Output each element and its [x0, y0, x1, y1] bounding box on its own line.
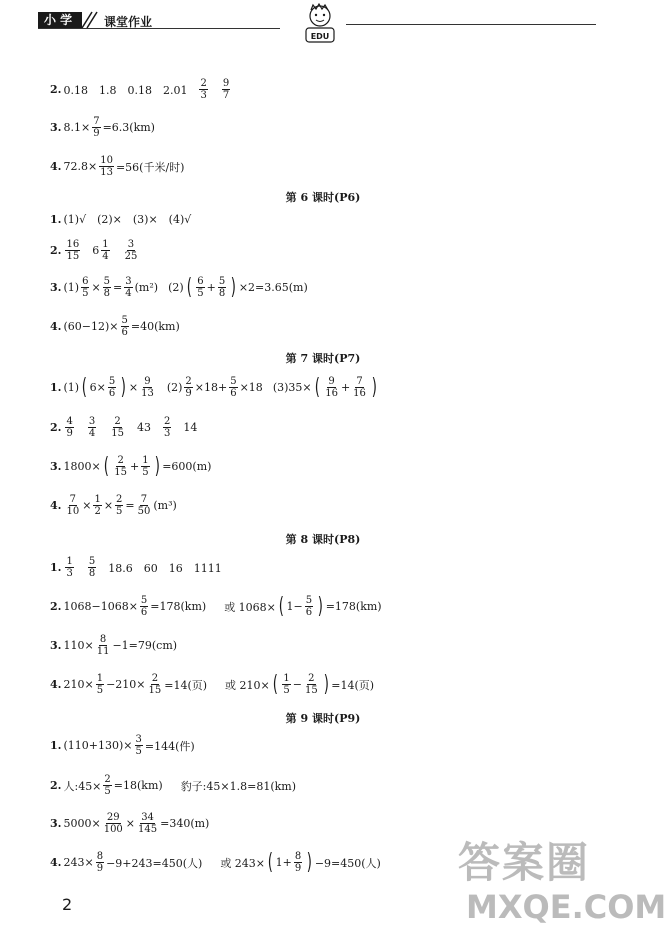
header-tab: 小 学 [38, 12, 82, 28]
section-title: 第 7 课时(P7) [285, 352, 361, 365]
mascot-text: EDU [310, 32, 330, 41]
answer-line: 4. 210× $\frac{1}{5}$ −210× $\frac{2}{15}$ =14(页) 或 210× ( 1 5 − $\frac{2}{15}$ ) =14(页) [50, 671, 375, 697]
answer-line: 1. (1) ( 6× $\frac{5}{6}$ ) × $\frac{9}{13}$ (2) $\frac{2}{9}$ ×18+ $\frac{5}{6}$ ×18 (3)35× ( 9 16 + $\frac{7}{16}$ ) [50, 374, 377, 400]
answer-line: 2. 4 9 3 4 2 15 43 2 3 14 [50, 416, 198, 439]
answer-line: 1. (110+130)× $\frac{3}{5}$ =144(件) [50, 734, 195, 757]
answer-line: 4. 243× $\frac{8}{9}$ −9+243=450(人) 或 243× ( 1+ $\frac{8}{9}$ ) −9=450(人) [50, 849, 381, 875]
answer-line: 1. 1 3 5 8 18.6 60 16 1111 [50, 556, 222, 579]
answer-line: 4. 72.8× $\frac{10}{13}$ =56(千米/时) [50, 155, 185, 178]
section-title: 第 8 课时(P8) [285, 533, 361, 546]
answer-line: 3. (1) $\frac{6}{5}$ × $\frac{5}{8}$ = $\frac{3}{4}$ (m²) (2) ( 6 5 + $\frac{5}{8}$ ) ×2=3.65(m) [50, 274, 308, 300]
answer-line: 4. $\frac{7}{10}$ × $\frac{1}{2}$ × $\frac{2}{5}$ = $\frac{7}{50}$ (m³) [50, 494, 177, 517]
answer-line: 1. (1)√ (2)× (3)× (4)√ [50, 212, 192, 226]
answer-line: 3. 110× $\frac{8}{11}$ −1=79(cm) [50, 634, 178, 657]
answer-line: 2. 1068−1068× $\frac{5}{6}$ =178(km) 或 1068× ( 1− $\frac{5}{6}$ ) =178(km) [50, 593, 382, 619]
watermark-text: 答案圈 [458, 838, 591, 887]
answer-line: 3. 5000× $\frac{29}{100}$ × $\frac{34}{145}$ =340(m) [50, 812, 210, 835]
answer-line: 3. 8.1× $\frac{7}{9}$ =6.3(km) [50, 116, 155, 139]
header-rule-left [38, 28, 280, 29]
page-number: 2 [62, 895, 73, 914]
header-subtitle: 课堂作业 [104, 15, 153, 29]
answer-line: 2. 16 15 6 1 4 3 25 [50, 239, 138, 262]
section-title: 第 9 课时(P9) [285, 712, 361, 725]
section-title: 第 6 课时(P6) [285, 191, 361, 204]
answer-line: 2. 人:45× $\frac{2}{5}$ =18(km) 豹子:45×1.8=81(km) [50, 774, 296, 797]
header-rule-right [346, 24, 596, 25]
answer-line: 3. 1800× ( 2 15 + $\frac{1}{5}$ ) =600(m) [50, 453, 212, 479]
watermark-url: MXQE.COM [466, 888, 666, 926]
answer-line: 2. 0.18 1.8 0.18 2.01 2 3 9 7 [50, 78, 230, 101]
answer-line: 4. (60−12)× $\frac{5}{6}$ =40(km) [50, 315, 180, 338]
mascot-icon [300, 2, 340, 46]
header-slash-icon [78, 10, 98, 30]
